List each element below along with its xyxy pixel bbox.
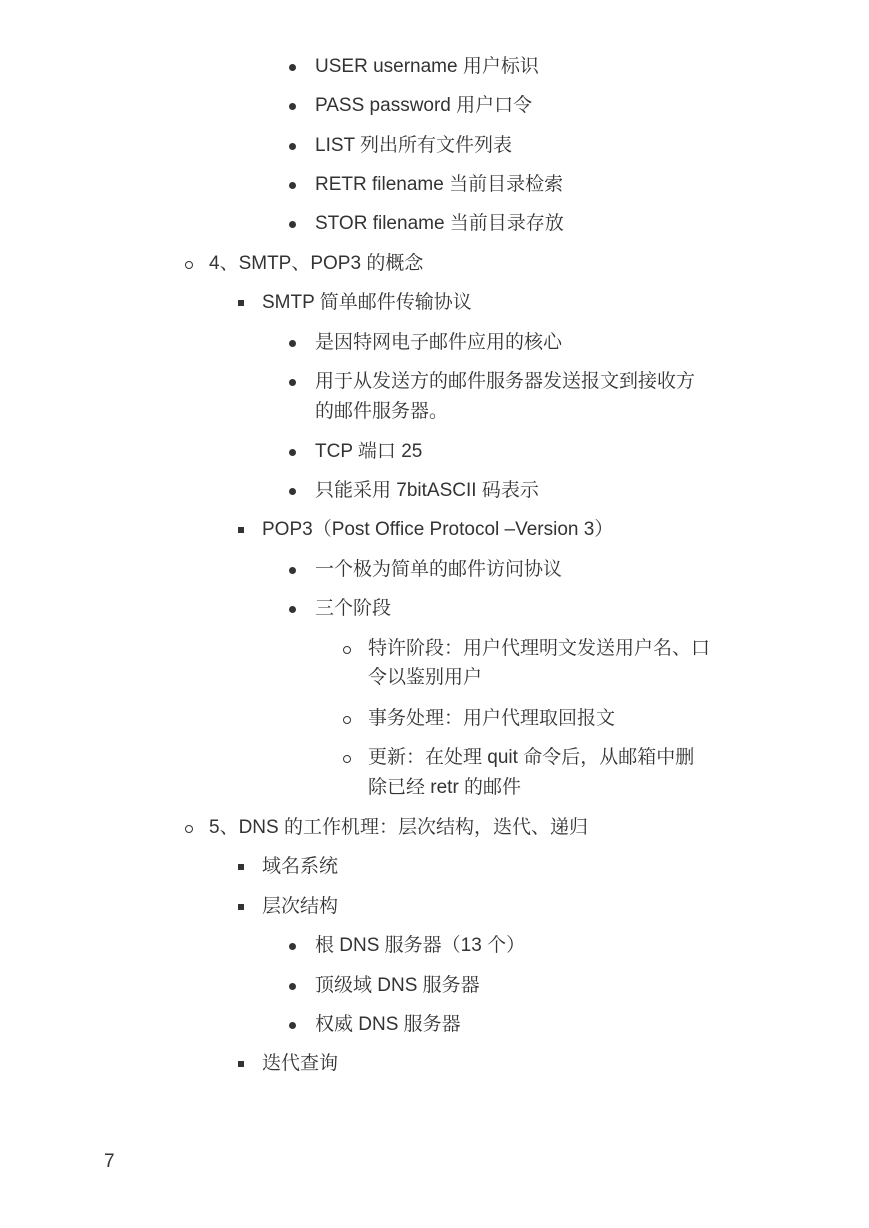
bullet-disc-icon <box>289 943 296 950</box>
bullet-circle-icon <box>185 825 193 833</box>
list-item-continuation: 令以鉴别用户 <box>368 667 483 688</box>
list-item: POP3（Post Office Protocol –Version 3） <box>262 519 614 540</box>
bullet-disc-icon <box>289 143 296 150</box>
list-item: 用于从发送方的邮件服务器发送报文到接收方 <box>315 371 696 392</box>
list-item: 迭代查询 <box>262 1053 339 1074</box>
bullet-disc-icon <box>289 103 296 110</box>
list-item: SMTP 简单邮件传输协议 <box>262 292 472 313</box>
bullet-disc-icon <box>289 567 296 574</box>
list-item: 三个阶段 <box>315 598 392 619</box>
list-item: RETR filename 当前目录检索 <box>315 174 564 195</box>
list-item: 权威 DNS 服务器 <box>315 1014 461 1035</box>
bullet-disc-icon <box>289 983 296 990</box>
list-item: 更新：在处理 quit 命令后，从邮箱中删 <box>368 747 695 768</box>
bullet-disc-icon <box>289 379 296 386</box>
list-item: USER username 用户标识 <box>315 56 539 77</box>
bullet-square-icon <box>238 527 244 533</box>
section-heading: 4、SMTP、POP3 的概念 <box>209 253 424 274</box>
bullet-square-icon <box>238 300 244 306</box>
bullet-square-icon <box>238 1061 244 1067</box>
list-item: 顶级域 DNS 服务器 <box>315 975 480 996</box>
bullet-circle-icon <box>343 646 351 654</box>
bullet-square-icon <box>238 864 244 870</box>
list-item: 特许阶段：用户代理明文发送用户名、口 <box>368 638 711 659</box>
list-item: 根 DNS 服务器（13 个） <box>315 935 526 956</box>
bullet-disc-icon <box>289 449 296 456</box>
bullet-circle-icon <box>343 755 351 763</box>
bullet-square-icon <box>238 904 244 910</box>
list-item-continuation: 的邮件服务器。 <box>315 401 449 422</box>
bullet-disc-icon <box>289 340 296 347</box>
bullet-disc-icon <box>289 182 296 189</box>
list-item: 事务处理：用户代理取回报文 <box>368 708 616 729</box>
list-item: LIST 列出所有文件列表 <box>315 135 513 156</box>
list-item: STOR filename 当前目录存放 <box>315 213 564 234</box>
list-item: 域名系统 <box>262 856 339 877</box>
bullet-disc-icon <box>289 64 296 71</box>
list-item: 一个极为简单的邮件访问协议 <box>315 559 563 580</box>
list-item: TCP 端口 25 <box>315 441 423 462</box>
list-item: 是因特网电子邮件应用的核心 <box>315 332 563 353</box>
list-item: 层次结构 <box>262 896 339 917</box>
bullet-disc-icon <box>289 488 296 495</box>
bullet-circle-icon <box>185 261 193 269</box>
bullet-disc-icon <box>289 1022 296 1029</box>
section-heading: 5、DNS 的工作机理：层次结构，迭代、递归 <box>209 817 588 838</box>
bullet-disc-icon <box>289 606 296 613</box>
bullet-disc-icon <box>289 221 296 228</box>
page-number: 7 <box>104 1151 115 1172</box>
bullet-circle-icon <box>343 716 351 724</box>
list-item-continuation: 除已经 retr 的邮件 <box>368 777 522 798</box>
list-item: PASS password 用户口令 <box>315 95 533 116</box>
list-item: 只能采用 7bitASCII 码表示 <box>315 480 539 501</box>
